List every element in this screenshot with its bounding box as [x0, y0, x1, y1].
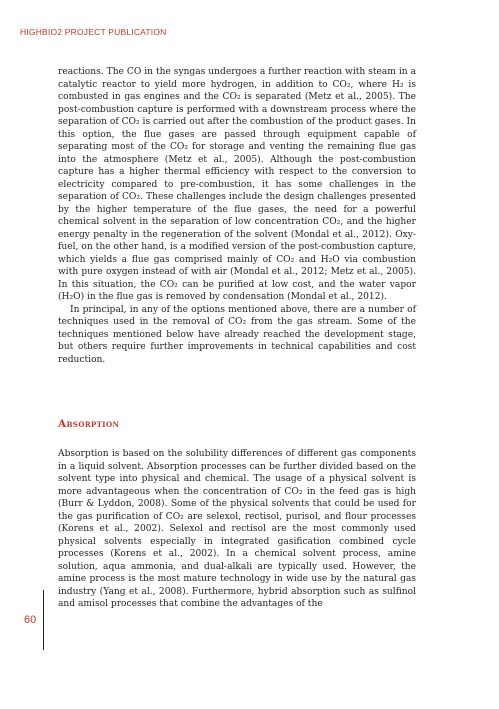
paragraph: Absorption is based on the solubility differences of different gas components in a liquid solvent. Absorption processes can be further divided based on the solvent type into physical and chemical. The usage of a physical solvent is more advantageous when the concentration of CO₂ in the feed gas is high (Burr & Lyddon, 2008). Some of the physical solvents that could be used for the gas purification of CO₂ are selexol, rectisol, purisol, and flour processes (Korens et al., 2002). Selexol and rectisol are the most commonly used physical solvents especially in integrated gasification combined cycle processes (Korens et al., 2002). In a chemical solvent process, amine solution, aqua ammonia, and dual-alkali are typically used. However, the amine process is the most mature technology in wide use by the natural gas industry (Yang et al., 2008). Furthermore, hybrid absorption such as sulfinol and amisol processes that combine the advantages of the [58, 449, 416, 609]
section-heading: Absorption [58, 418, 120, 430]
paragraph: reactions. The CO in the syngas undergoes a further reaction with steam in a catalytic reactor to yield more hydrogen, in addition to CO₂, where H₂ is combusted in gas engines and the CO₂ is separated (Metz et al., 2005). The post-combustion capture is performed with a downstream process where the separation of CO₂ is carried out after the combustion of the product gases. In this option, the flue gases are passed through equipment capable of separating most of the CO₂ for storage and venting the remaining flue gas into the atmosphere (Metz et al., 2005). Although the post-combustion capture has a higher thermal efficiency with respect to the conversion to electricity compared to pre-combustion, it has some challenges in the separation of CO₂. These challenges include the design challenges presented by the higher temperature of the flue gases, the need for a powerful chemical solvent in the separation of low concentration CO₂, and the higher energy penalty in the regeneration of the solvent (Mondal et al., 2012). Oxy-fuel, on the other hand, is a modified version of the post-combustion capture, which yields a flue gas comprised mainly of CO₂ and H₂O via combustion with pure oxygen instead of with air (Mondal et al., 2012; Metz et al., 2005). In this situation, the CO₂ can be purified at low cost, and the water vapor (H₂O) in the flue gas is removed by condensation (Mondal et al., 2012). [58, 67, 416, 302]
page-number: 60 [24, 614, 37, 626]
paragraph: In principal, in any of the options mentioned above, there are a number of techniques used in the removal of CO₂ from the gas stream. Some of the techniques mentioned below have already reached the development stage, but others require further improvements in technical capabilities and cost reduction. [58, 304, 416, 365]
body-text-section [58, 448, 416, 611]
running-header: HIGHBIO2 PROJECT PUBLICATION [20, 27, 167, 37]
margin-rule [43, 590, 44, 650]
body-text-top [58, 66, 416, 366]
